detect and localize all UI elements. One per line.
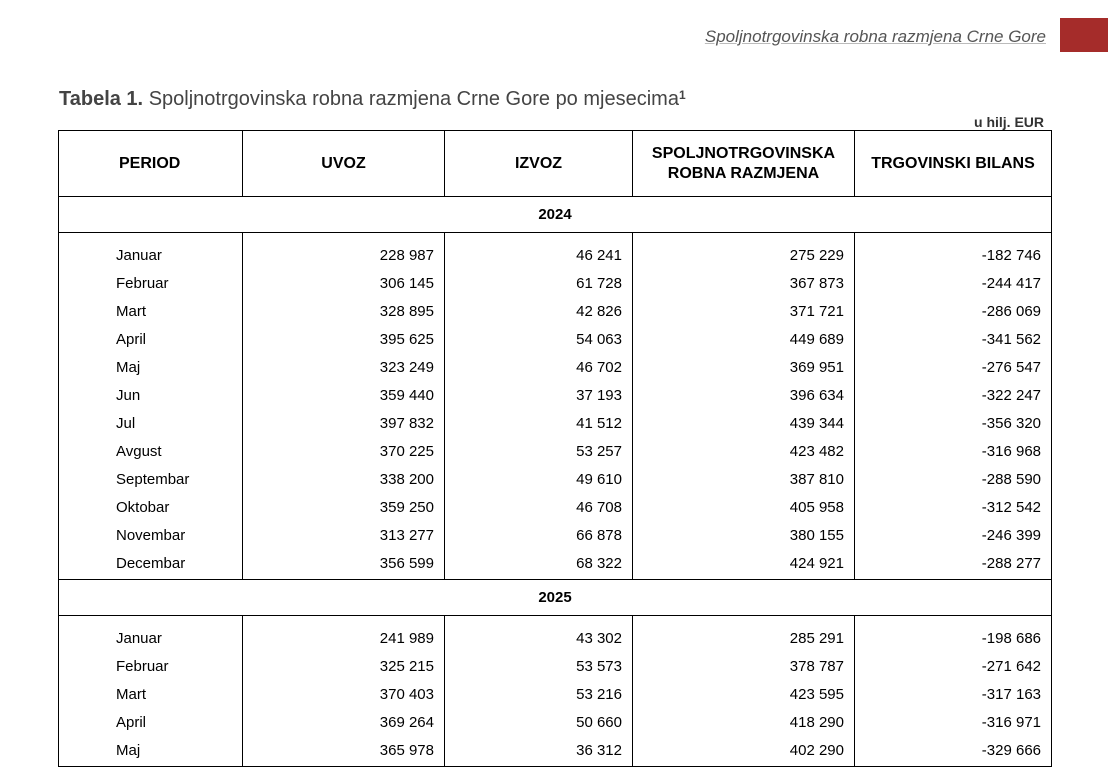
cell-uvoz: 325 215	[243, 652, 445, 680]
cell-izvoz: 53 573	[445, 652, 633, 680]
cell-uvoz: 306 145	[243, 269, 445, 297]
document-header-title: Spoljnotrgovinska robna razmjena Crne Gore	[704, 27, 1046, 46]
cell-bilans: -317 163	[855, 680, 1052, 708]
cell-razmjena: 369 951	[633, 353, 855, 381]
table-row	[59, 409, 1052, 437]
cell-period: Decembar	[59, 549, 243, 580]
cell-period: Mart	[59, 680, 243, 708]
cell-period: April	[59, 325, 243, 353]
cell-bilans: -316 971	[855, 708, 1052, 736]
cell-izvoz: 50 660	[445, 708, 633, 736]
table-caption-text: Spoljnotrgovinska robna razmjena Crne Gore po mjesecima	[148, 88, 679, 110]
cell-bilans: -322 247	[855, 381, 1052, 409]
table-body	[59, 197, 1052, 767]
year-row	[59, 580, 1052, 616]
cell-razmjena: 423 482	[633, 437, 855, 465]
cell-izvoz: 41 512	[445, 409, 633, 437]
cell-uvoz: 359 440	[243, 381, 445, 409]
cell-izvoz: 37 193	[445, 381, 633, 409]
cell-uvoz: 370 225	[243, 437, 445, 465]
cell-period: Jun	[59, 381, 243, 409]
cell-uvoz: 356 599	[243, 549, 445, 580]
cell-izvoz: 54 063	[445, 325, 633, 353]
year-row	[59, 197, 1052, 233]
cell-uvoz: 365 978	[243, 736, 445, 767]
table-row	[59, 708, 1052, 736]
cell-period: Maj	[59, 353, 243, 381]
table-row	[59, 465, 1052, 493]
table-row	[59, 680, 1052, 708]
cell-period: Septembar	[59, 465, 243, 493]
cell-uvoz: 370 403	[243, 680, 445, 708]
table-header	[59, 131, 1052, 197]
cell-razmjena: 405 958	[633, 493, 855, 521]
cell-uvoz: 338 200	[243, 465, 445, 493]
cell-bilans: -316 968	[855, 437, 1052, 465]
cell-bilans: -329 666	[855, 736, 1052, 767]
cell-izvoz: 68 322	[445, 549, 633, 580]
cell-razmjena: 449 689	[633, 325, 855, 353]
cell-razmjena: 371 721	[633, 297, 855, 325]
cell-period: Januar	[59, 616, 243, 653]
cell-izvoz: 53 257	[445, 437, 633, 465]
cell-razmjena: 402 290	[633, 736, 855, 767]
cell-razmjena: 378 787	[633, 652, 855, 680]
cell-period: Februar	[59, 652, 243, 680]
cell-bilans: -356 320	[855, 409, 1052, 437]
cell-izvoz: 36 312	[445, 736, 633, 767]
cell-bilans: -244 417	[855, 269, 1052, 297]
cell-izvoz: 46 702	[445, 353, 633, 381]
column-header-izvoz: IZVOZ	[445, 131, 633, 197]
cell-uvoz: 397 832	[243, 409, 445, 437]
cell-izvoz: 42 826	[445, 297, 633, 325]
table-row	[59, 269, 1052, 297]
header-accent-block	[1060, 18, 1108, 52]
cell-bilans: -182 746	[855, 233, 1052, 270]
table-caption	[59, 88, 686, 111]
cell-izvoz: 53 216	[445, 680, 633, 708]
table-row	[59, 381, 1052, 409]
table-row	[59, 493, 1052, 521]
column-header-bilans: TRGOVINSKI BILANS	[855, 131, 1052, 197]
cell-uvoz: 313 277	[243, 521, 445, 549]
table-row	[59, 616, 1052, 653]
cell-razmjena: 275 229	[633, 233, 855, 270]
table-row	[59, 233, 1052, 270]
cell-period: Maj	[59, 736, 243, 767]
cell-izvoz: 46 708	[445, 493, 633, 521]
cell-razmjena: 387 810	[633, 465, 855, 493]
cell-bilans: -198 686	[855, 616, 1052, 653]
cell-period: April	[59, 708, 243, 736]
table-row	[59, 437, 1052, 465]
table-row	[59, 325, 1052, 353]
table-caption-label: Tabela 1.	[59, 88, 144, 110]
cell-izvoz: 43 302	[445, 616, 633, 653]
cell-period: Oktobar	[59, 493, 243, 521]
trade-table	[58, 130, 1052, 767]
cell-period: Jul	[59, 409, 243, 437]
cell-izvoz: 49 610	[445, 465, 633, 493]
cell-bilans: -312 542	[855, 493, 1052, 521]
year-label: 2024	[59, 197, 1052, 233]
cell-period: Avgust	[59, 437, 243, 465]
cell-period: Februar	[59, 269, 243, 297]
cell-period: Januar	[59, 233, 243, 270]
column-header-uvoz: UVOZ	[243, 131, 445, 197]
cell-bilans: -276 547	[855, 353, 1052, 381]
table-row	[59, 549, 1052, 580]
cell-razmjena: 439 344	[633, 409, 855, 437]
cell-izvoz: 66 878	[445, 521, 633, 549]
cell-period: Novembar	[59, 521, 243, 549]
table-row	[59, 652, 1052, 680]
cell-bilans: -288 277	[855, 549, 1052, 580]
cell-bilans: -271 642	[855, 652, 1052, 680]
cell-uvoz: 323 249	[243, 353, 445, 381]
cell-uvoz: 395 625	[243, 325, 445, 353]
cell-izvoz: 61 728	[445, 269, 633, 297]
cell-uvoz: 359 250	[243, 493, 445, 521]
table-row	[59, 736, 1052, 767]
cell-uvoz: 228 987	[243, 233, 445, 270]
cell-izvoz: 46 241	[445, 233, 633, 270]
cell-bilans: -246 399	[855, 521, 1052, 549]
column-header-period: PERIOD	[59, 131, 243, 197]
cell-razmjena: 380 155	[633, 521, 855, 549]
cell-bilans: -341 562	[855, 325, 1052, 353]
table-row	[59, 521, 1052, 549]
cell-uvoz: 328 895	[243, 297, 445, 325]
cell-razmjena: 424 921	[633, 549, 855, 580]
unit-note: u hilj. EUR	[974, 114, 1044, 130]
cell-bilans: -286 069	[855, 297, 1052, 325]
cell-razmjena: 367 873	[633, 269, 855, 297]
cell-razmjena: 285 291	[633, 616, 855, 653]
cell-razmjena: 423 595	[633, 680, 855, 708]
table-caption-footnote: 1	[678, 88, 686, 102]
table-row	[59, 353, 1052, 381]
cell-razmjena: 418 290	[633, 708, 855, 736]
column-header-razmjena: SPOLJNOTRGOVINSKA ROBNA RAZMJENA	[633, 131, 855, 197]
cell-uvoz: 369 264	[243, 708, 445, 736]
cell-razmjena: 396 634	[633, 381, 855, 409]
table-row	[59, 297, 1052, 325]
cell-uvoz: 241 989	[243, 616, 445, 653]
year-label: 2025	[59, 580, 1052, 616]
cell-bilans: -288 590	[855, 465, 1052, 493]
cell-period: Mart	[59, 297, 243, 325]
